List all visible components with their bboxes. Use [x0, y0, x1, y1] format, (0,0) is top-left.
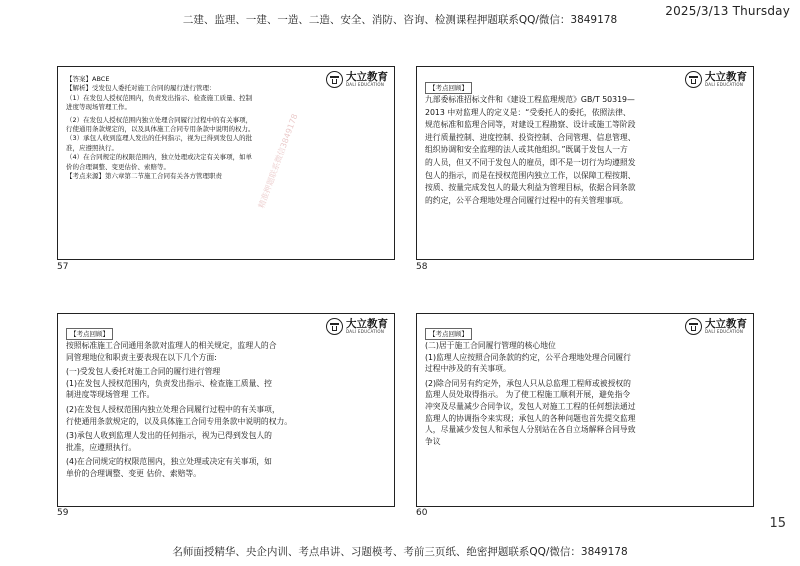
logo-subtitle: DALI EDUCATION: [346, 82, 385, 88]
text-line: 2013 中对监理人的定义是：“受委托人的委托，依照法律、: [425, 107, 631, 117]
logo-name: 大立教育: [346, 70, 388, 83]
text-line: (1)监理人应按照合同条款的约定，公平合理地处理合同履行: [425, 352, 631, 362]
text-line: 人，尽量减少发包人和承包人分别站在各自立场解释合同导致: [425, 425, 636, 435]
text-line: 九部委标准招标文件和《建设工程监理规范》GB/T 50319—: [425, 95, 635, 104]
page-number: 15: [769, 516, 786, 531]
text-line: （1）在发包人授权范围内，负责发出指示、检查施工质量、控制: [66, 93, 253, 102]
analysis-line: 【解析】受发包人委托对施工合同的履行进行管理：: [66, 84, 216, 93]
text-line: 行使通用条款规定的，以及具体施工合同专用条款中说明的权力。: [66, 416, 293, 426]
slide-number: 60: [416, 508, 428, 518]
text-line: （4）在合同规定的权限范围内，独立处理或决定有关事项，如单: [66, 153, 253, 162]
text-line: (一)受发包人委托对施工合同的履行进行管理: [66, 367, 221, 377]
text-line: 争议: [425, 436, 441, 446]
section-tag: 【考点回顾】: [425, 328, 472, 340]
text-line: 过程中涉及的有关事项。: [425, 364, 511, 374]
header-date: 2025/3/13 Thursday: [665, 4, 790, 18]
text-line: 制进度等现场管理 工作。: [66, 390, 155, 400]
text-line: 按质、按量完成发包人的最大利益为管理目标，依据合同条款: [425, 183, 636, 193]
text-line: 按照标准施工合同通用条款对监理人的相关规定，监理人的合: [66, 341, 277, 350]
logo-name: 大立教育: [705, 70, 747, 83]
text-line: 进行质量控制、进度控制、投资控制、合同管理、信息管理、: [425, 132, 636, 142]
section-tag: 【考点回顾】: [66, 328, 113, 340]
text-line: 包人的指示，而是在授权范围内独立工作，以保障工程按期、: [425, 170, 636, 180]
source-line: 【考点来源】第六章第二节施工合同有关各方管理职责: [66, 172, 222, 181]
answer-line: 【答案】ABCE: [66, 75, 110, 83]
text-line: (2)除合同另有约定外，承包人只从总监理工程师或被授权的: [425, 378, 631, 388]
slide-59: [57, 313, 395, 507]
slide-60: [416, 313, 754, 507]
text-line: 同管理地位和职责主要表现在以下几个方面:: [66, 352, 217, 362]
text-line: 监理人的协调指令来实现；承包人的各种问题也首先提交监理: [425, 413, 636, 423]
text-line: (2)在发包人授权范围内独立处理合同履行过程中的有关事项，: [66, 404, 280, 414]
text-line: 单价的合理调整、变更 估价、索赔等。: [66, 468, 202, 478]
text-line: 的约定，公平合理地处理合同履行过程中的有关管理事项。: [425, 195, 628, 205]
text-line: 价的合理调整、变更估价、索赔等。: [66, 162, 170, 171]
text-line: (二)居于施工合同履行管理的核心地位: [425, 341, 556, 350]
slide-number: 58: [416, 262, 428, 272]
text-line: 监理人员处取得指示。 为了使工程施工顺利开展，避免指令: [425, 390, 631, 400]
slide-number: 57: [57, 262, 69, 272]
section-tag: 【考点回顾】: [425, 82, 472, 94]
text-line: （3）承包人收到监理人发出的任何指示，视为已得到发包人的批: [66, 134, 253, 143]
text-line: (4)在合同规定的权限范围内，独立处理或决定有关事项，如: [66, 457, 272, 467]
logo-subtitle: DALI EDUCATION: [705, 329, 744, 335]
logo-name: 大立教育: [705, 317, 747, 330]
logo-name: 大立教育: [346, 317, 388, 330]
slide-58: [416, 66, 754, 260]
logo-subtitle: DALI EDUCATION: [346, 329, 385, 335]
slide-number: 59: [57, 508, 69, 518]
header-promo-text: 二建、监理、一建、一造、二造、安全、消防、咨询、检测课程押题联系QQ/微信：3849178: [182, 14, 618, 26]
watermark-text: 精准押题联系微信3849178: [256, 112, 300, 210]
text-line: 冲突及尽量减少合同争议，发包人对施工工程的任何想法通过: [425, 401, 636, 411]
text-line: （2）在发包人授权范围内独立处理合同履行过程中的有关事项，: [66, 115, 253, 124]
text-line: 行使通用条款规定的，以及具体施工合同专用条款中说明的权力。: [66, 125, 255, 134]
text-line: 组织协调和安全监理的法人或其他组织。”既属于发包人一方: [425, 145, 628, 155]
text-line: 准，应遵照执行。: [66, 143, 118, 152]
text-line: 规范标准和监理合同等，对建设工程勘察、设计或施工等阶段: [425, 120, 636, 130]
text-line: 的人员，但又不同于发包人的雇员，即不是一切行为均遵照发: [425, 157, 636, 167]
footer-promo-text: 名师面授精华、央企内训、考点串讲、习题模考、考前三页纸、绝密押题联系QQ/微信：3849178: [172, 546, 628, 558]
slide-57: [57, 66, 395, 260]
logo-subtitle: DALI EDUCATION: [705, 82, 744, 88]
text-line: (1)在发包人授权范围内，负责发出指示、检查施工质量、控: [66, 378, 272, 388]
text-line: (3)承包人收到监理人发出的任何指示，视为已得到发包人的: [66, 431, 272, 441]
text-line: 进度等现场管理工作。: [66, 103, 131, 112]
text-line: 批准，应遵照执行。: [66, 442, 137, 452]
